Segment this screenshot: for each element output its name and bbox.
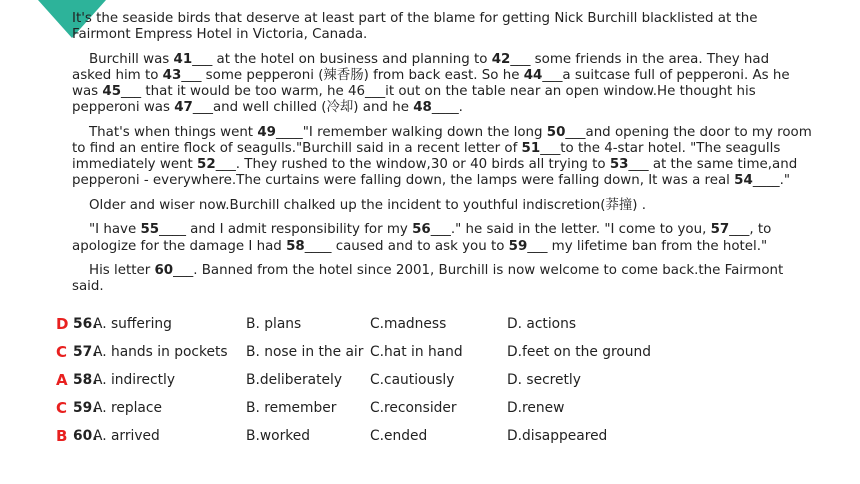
cloze-passage: [72, 11, 812, 304]
paragraph-3: [72, 125, 812, 189]
answer-letter: C: [56, 399, 68, 417]
text: ___and opening the door to my room to find an entire flock of seagulls."Burchill said in a recent letter of: [72, 124, 812, 156]
text: ____.: [431, 100, 463, 116]
paragraph-1: [72, 11, 812, 43]
blank-number-41: 41: [173, 51, 193, 67]
blank-number-55: 55: [140, 222, 160, 238]
text: ___ that it would be too warm, he 46___it out on the table near an open window.He thought his pepperoni was: [72, 83, 756, 116]
text: ___ some friends in the area. They had asked him to: [72, 51, 770, 83]
option-a: A. replace: [93, 400, 162, 416]
text: ____.": [752, 173, 791, 189]
text: "I have: [89, 222, 141, 238]
option-b: B.deliberately: [246, 372, 343, 388]
blank-number-58: 58: [286, 238, 305, 254]
question-row: [56, 426, 816, 454]
blank-number-56: 56: [412, 222, 431, 238]
paragraph-5: [72, 222, 812, 254]
blank-number-44: 44: [523, 67, 543, 83]
text: ___. They rushed to the window,30 or 40 birds all trying to: [215, 156, 610, 172]
blank-number-48: 48: [413, 100, 432, 116]
option-a: A. arrived: [93, 428, 160, 444]
text: ___, to apologize for the damage I had: [72, 222, 772, 254]
blank-number-51: 51: [521, 140, 541, 156]
text: ___." he said in the letter. "I come to you,: [430, 222, 711, 238]
blank-number-52: 52: [197, 156, 216, 172]
text: ___ at the hotel on business and planning to: [192, 51, 492, 67]
blank-number-59: 59: [508, 238, 528, 254]
paragraph-6: [72, 263, 812, 295]
text: ___a suitcase full of pepperoni. As he was: [72, 67, 790, 99]
question-list: [56, 314, 816, 454]
option-c: C.reconsider: [370, 400, 457, 416]
question-number: 60.: [73, 428, 98, 444]
question-row: [56, 370, 816, 398]
paragraph-4: [72, 198, 812, 214]
blank-number-49: 49: [257, 124, 276, 140]
text: His letter: [89, 263, 155, 279]
blank-number-53: 53: [609, 156, 629, 172]
option-d: D. actions: [507, 316, 577, 332]
paragraph-2: [72, 52, 812, 116]
text: That's when things went: [89, 124, 258, 140]
text: ___to the 4-star hotel. "The seagulls immediately went: [72, 140, 781, 172]
blank-number-47: 47: [174, 100, 193, 116]
option-c: C.madness: [370, 316, 447, 332]
option-d: D.disappeared: [507, 428, 608, 444]
option-d: D. secretly: [507, 372, 581, 388]
answer-letter: A: [56, 371, 68, 389]
blank-number-50: 50: [546, 124, 566, 140]
option-c: C.cautiously: [370, 372, 455, 388]
text: ___and well chilled (冷却) and he: [192, 100, 414, 116]
blank-number-42: 42: [491, 51, 511, 67]
option-b: B. plans: [246, 316, 302, 332]
question-number: 57.: [73, 344, 98, 360]
answer-letter: D: [56, 315, 69, 333]
option-c: C.hat in hand: [370, 344, 463, 360]
blank-number-60: 60: [154, 263, 174, 279]
blank-number-43: 43: [162, 67, 182, 83]
option-b: B. nose in the air: [246, 344, 364, 360]
question-row: [56, 314, 816, 342]
option-d: D.feet on the ground: [507, 344, 652, 360]
question-number: 58.: [73, 372, 98, 388]
blank-number-45: 45: [102, 83, 122, 99]
text: ___ my lifetime ban from the hotel.": [527, 238, 768, 254]
paragraph-text: It's the seaside birds that deserve at least part of the blame for getting Nick Burchill blacklisted at the Fairmont Empress Hotel in Victoria, Canada.: [72, 11, 758, 43]
text: ___ some pepperoni (辣香肠) from back east. So he: [181, 67, 524, 83]
question-row: [56, 342, 816, 370]
text: ____ and I admit responsibility for my: [159, 222, 413, 238]
question-number: 56.: [73, 316, 98, 332]
option-a: A. suffering: [93, 316, 172, 332]
text: ___ at the same time,and pepperoni - everywhere.The curtains were falling down, the lamps were falling down, It was a real: [72, 156, 798, 189]
text: ____ caused and to ask you to: [304, 238, 509, 254]
text: ____"I remember walking down the long: [275, 124, 547, 140]
blank-number-54: 54: [734, 173, 753, 189]
answer-letter: C: [56, 343, 68, 361]
option-a: A. hands in pockets: [93, 344, 228, 360]
question-number: 59.: [73, 400, 98, 416]
text: ___. Banned from the hotel since 2001, Burchill is now welcome to come back.the Fairmont said.: [72, 263, 784, 295]
text: Older and wiser now.Burchill chalked up the incident to youthful indiscretion(莽撞) .: [89, 197, 647, 213]
option-b: B. remember: [246, 400, 337, 416]
option-d: D.renew: [507, 400, 565, 416]
blank-number-57: 57: [710, 222, 730, 238]
option-b: B.worked: [246, 428, 310, 444]
option-c: C.ended: [370, 428, 428, 444]
option-a: A. indirectly: [93, 372, 175, 388]
question-row: [56, 398, 816, 426]
answer-letter: B: [56, 427, 68, 445]
text: Burchill was: [89, 51, 174, 67]
